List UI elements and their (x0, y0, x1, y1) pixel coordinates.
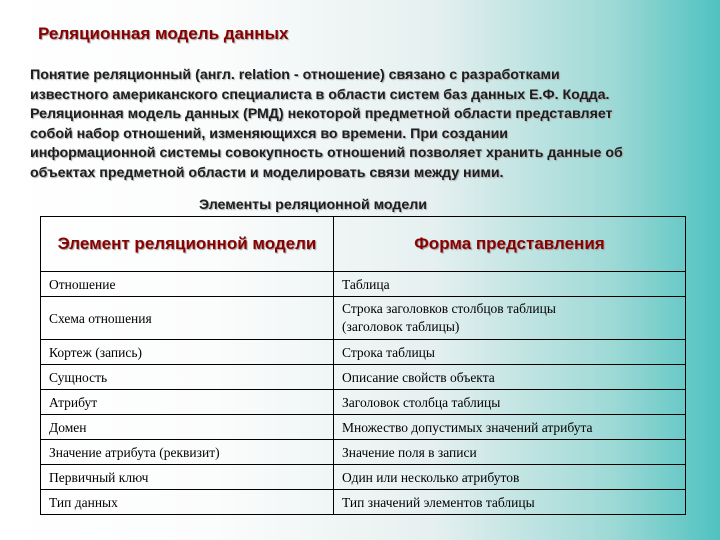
form-cell: Тип значений элементов таблицы (334, 490, 686, 515)
element-cell: Атрибут (41, 390, 334, 415)
form-cell: Таблица (334, 272, 686, 297)
form-cell (334, 297, 686, 340)
element-cell: Отношение (41, 272, 334, 297)
table-row (41, 490, 686, 515)
element-cell: Схема отношения (41, 297, 334, 340)
element-cell: Сущность (41, 365, 334, 390)
intro-line: собой набор отношений, изменяющихся во времени. При создании (30, 125, 509, 142)
element-cell: Домен (41, 415, 334, 440)
intro-line: известного американского специалиста в области систем баз данных Е.Ф. Кодда. (30, 86, 610, 103)
table-row (41, 365, 686, 390)
slide-title: Реляционная модель данных (38, 24, 289, 43)
table-caption: Элементы реляционной модели (198, 197, 428, 213)
element-cell: Кортеж (запись) (41, 340, 334, 365)
element-cell: Тип данных (41, 490, 334, 515)
table-row (41, 465, 686, 490)
form-cell: Множество допустимых значений атрибута (334, 415, 686, 440)
table-row (41, 340, 686, 365)
element-cell: Значение атрибута (реквизит) (41, 440, 334, 465)
intro-line: объектах предметной области и моделировать связи между ними. (30, 164, 504, 181)
form-cell: Значение поля в записи (334, 440, 686, 465)
intro-line: информационной системы совокупность отношений позволяет хранить данные об (30, 145, 623, 162)
table-row (41, 390, 686, 415)
table-header-row (41, 217, 686, 272)
intro-line: Реляционная модель данных (РМД) некоторой предметной области представляет (30, 106, 613, 123)
table-row (41, 440, 686, 465)
form-cell: Один или несколько атрибутов (334, 465, 686, 490)
table-row (41, 272, 686, 297)
elements-table (40, 216, 686, 515)
column-header-form: Форма представления (334, 217, 686, 272)
table-row (41, 297, 686, 340)
element-cell: Первичный ключ (41, 465, 334, 490)
intro-paragraph (30, 66, 700, 184)
column-header-element: Элемент реляционной модели (41, 217, 334, 272)
form-cell-line: (заголовок таблицы) (342, 319, 460, 334)
form-cell: Заголовок столбца таблицы (334, 390, 686, 415)
intro-line: Понятие реляционный (англ. relation - отношение) связано с разработками (30, 67, 560, 83)
form-cell: Строка таблицы (334, 340, 686, 365)
table-row (41, 415, 686, 440)
form-cell: Описание свойств объекта (334, 365, 686, 390)
form-cell-line: Строка заголовков столбцов таблицы (342, 301, 556, 316)
